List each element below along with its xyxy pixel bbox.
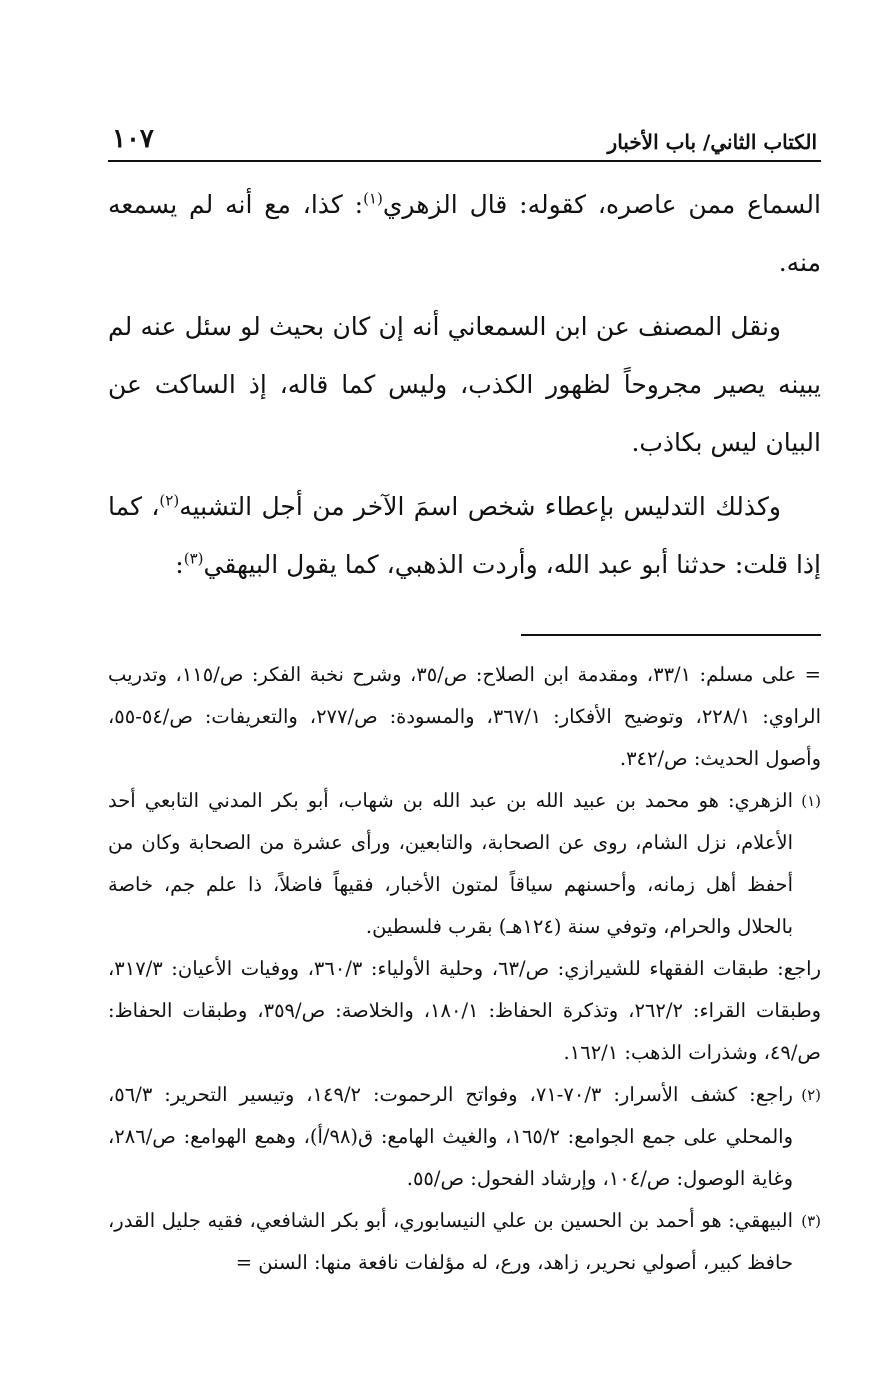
paragraph-3-text-b: ، كما إذا قلت: حدثنا أبو عبد الله، وأردت الذهبي، كما يقول البيهقي — [108, 492, 821, 579]
footnote-separator — [521, 634, 821, 636]
footnote-3-mark: (٣) — [801, 1212, 821, 1230]
paragraph-1-text-a: السماع ممن عاصره، كقوله: قال الزهري — [382, 190, 821, 219]
footnote-ref-1: (١) — [363, 189, 383, 208]
page-header — [108, 118, 821, 162]
footnote-2-mark: (٢) — [801, 1086, 821, 1104]
footnote-3-text: البيهقي: هو أحمد بن الحسين بن علي النيسابوري، أبو بكر الشافعي، فقيه جليل القدر، حافظ كبير، أصولي نحرير، زاهد، ورع، له مؤلفات نافعة منها: السنن = — [108, 1209, 793, 1274]
footnote-ref-2: (٢) — [159, 491, 180, 510]
footnote-2-text: راجع: كشف الأسرار: ٧٠/٣-٧١، وفواتح الرحموت: ١٤٩/٢، وتيسير التحرير: ٥٦/٣، والمحلي على جمع الجوامع: ١٦٥/٢، والغيث الهامع: ق(٩٨/أ)، وهمع الهوامع: ص/٢٨٦، وغاية الوصول: ص/١٠٤، وإرشاد الفحول: ص/٥٥. — [108, 1083, 794, 1190]
main-text — [108, 176, 821, 594]
footnote-1-references: راجع: طبقات الفقهاء للشيرازي: ص/٦٣، وحلية الأولياء: ٣٦٠/٣، ووفيات الأعيان: ٣١٧/٣، وطبقات القراء: ٢٦٢/٢، وتذكرة الحفاظ: ١٨٠/١، والخلاصة: ص/٣٥٩، وطبقات الحفاظ: ص/٤٩، وشذرات الذهب: ١٦٢/١. — [108, 957, 822, 1064]
paragraph-3 — [108, 478, 821, 594]
footnote-2 — [108, 1074, 821, 1200]
footnote-1-text: الزهري: هو محمد بن عبيد الله بن عبد الله بن شهاب، أبو بكر المدني التابعي أحد الأعلام، نزل الشام، روى عن الصحابة، والتابعين، ورأى عشرة من الصحابة وكان من أحفظ أهل زمانه، وأحسنهم سياقاً لمتون الأخبار، فقيهاً فاضلاً، ذا علم جم، خاصة بالحلال والحرام، وتوفي سنة (١٢٤هـ) بقرب فلسطين. — [108, 789, 793, 938]
footnote-continuation: = على مسلم: ٣٣/١، ومقدمة ابن الصلاح: ص/٣٥، وشرح نخبة الفكر: ص/١١٥، وتدريب الراوي: ٢٢٨/١، وتوضيح الأفكار: ٣٦٧/١، والمسودة: ص/٢٧٧، والتعريفات: ص/٥٤-٥٥، وأصول الحديث: ص/٣٤٢. — [108, 663, 822, 770]
paragraph-2: ونقل المصنف عن ابن السمعاني أنه إن كان بحيث لو سئل عنه لم يبينه يصير مجروحاً لظهور الكذب، وليس كما قاله، إذ الساكت عن البيان ليس بكاذب. — [108, 312, 821, 457]
footnote-3 — [108, 1200, 821, 1284]
footnote-ref-3: (٣) — [183, 549, 204, 568]
paragraph-1-text-b: : كذا، مع أنه لم يسمعه منه. — [108, 190, 821, 277]
footnote-1-mark: (١) — [801, 792, 821, 810]
running-title: الكتاب الثاني/ باب الأخبار — [607, 130, 817, 154]
paragraph-1 — [108, 176, 821, 292]
page-number: ١٠٧ — [112, 124, 154, 154]
paragraph-3-text-c: : — [175, 550, 184, 579]
footnote-1 — [108, 780, 821, 948]
paragraph-3-text-a: وكذلك التدليس بإعطاء شخص اسمَ الآخر من أجل التشبيه — [179, 492, 781, 521]
footnotes — [108, 654, 821, 1284]
